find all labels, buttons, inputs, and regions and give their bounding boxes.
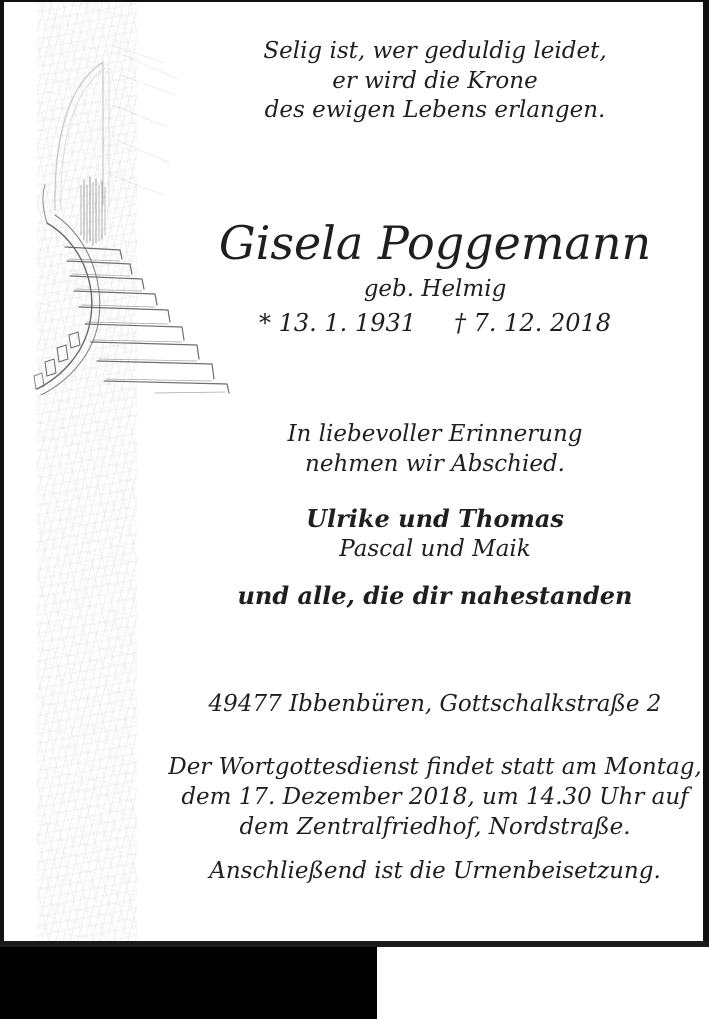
epitaph-line-3: des ewigen Lebens erlangen. (264, 97, 606, 123)
mourners-all: und alle, die dir nahestanden (237, 581, 633, 610)
memorial-line-1: In liebevoller Erinnerung (287, 421, 583, 447)
memorial-line-2: nehmen wir Abschied. (305, 450, 565, 477)
deceased-name: Gisela Poggemann (218, 216, 652, 270)
maiden-name: geb. Helmig (363, 276, 507, 302)
life-dates (155, 309, 709, 337)
footer-black-block (0, 947, 377, 1019)
epitaph-line-1: Selig ist, wer geduldig leidet, (263, 38, 607, 64)
memorial-statement (155, 420, 709, 479)
notice-text-column (155, 0, 709, 941)
epitaph-verse (155, 37, 709, 126)
mourners-secondary: Pascal und Maik (339, 536, 531, 562)
service-line-2: dem 17. Dezember 2018, um 14.30 Uhr auf (181, 784, 689, 810)
service-line-3: dem Zentralfriedhof, Nordstraße. (239, 814, 631, 840)
service-announcement (155, 752, 709, 842)
epitaph-line-2: er wird die Krone (332, 67, 538, 94)
birth-date: * 13. 1. 1931 (258, 309, 416, 337)
closing-line: Anschließend ist die Urnenbeisetzung. (209, 858, 661, 884)
service-line-1: Der Wortgottesdienst findet statt am Montag, (168, 754, 702, 780)
address-line: 49477 Ibbenbüren, Gottschalkstraße 2 (208, 691, 662, 717)
mourners-primary: Ulrike und Thomas (306, 504, 564, 533)
frame-left-border (0, 0, 4, 941)
death-date: † 7. 12. 2018 (454, 309, 612, 337)
